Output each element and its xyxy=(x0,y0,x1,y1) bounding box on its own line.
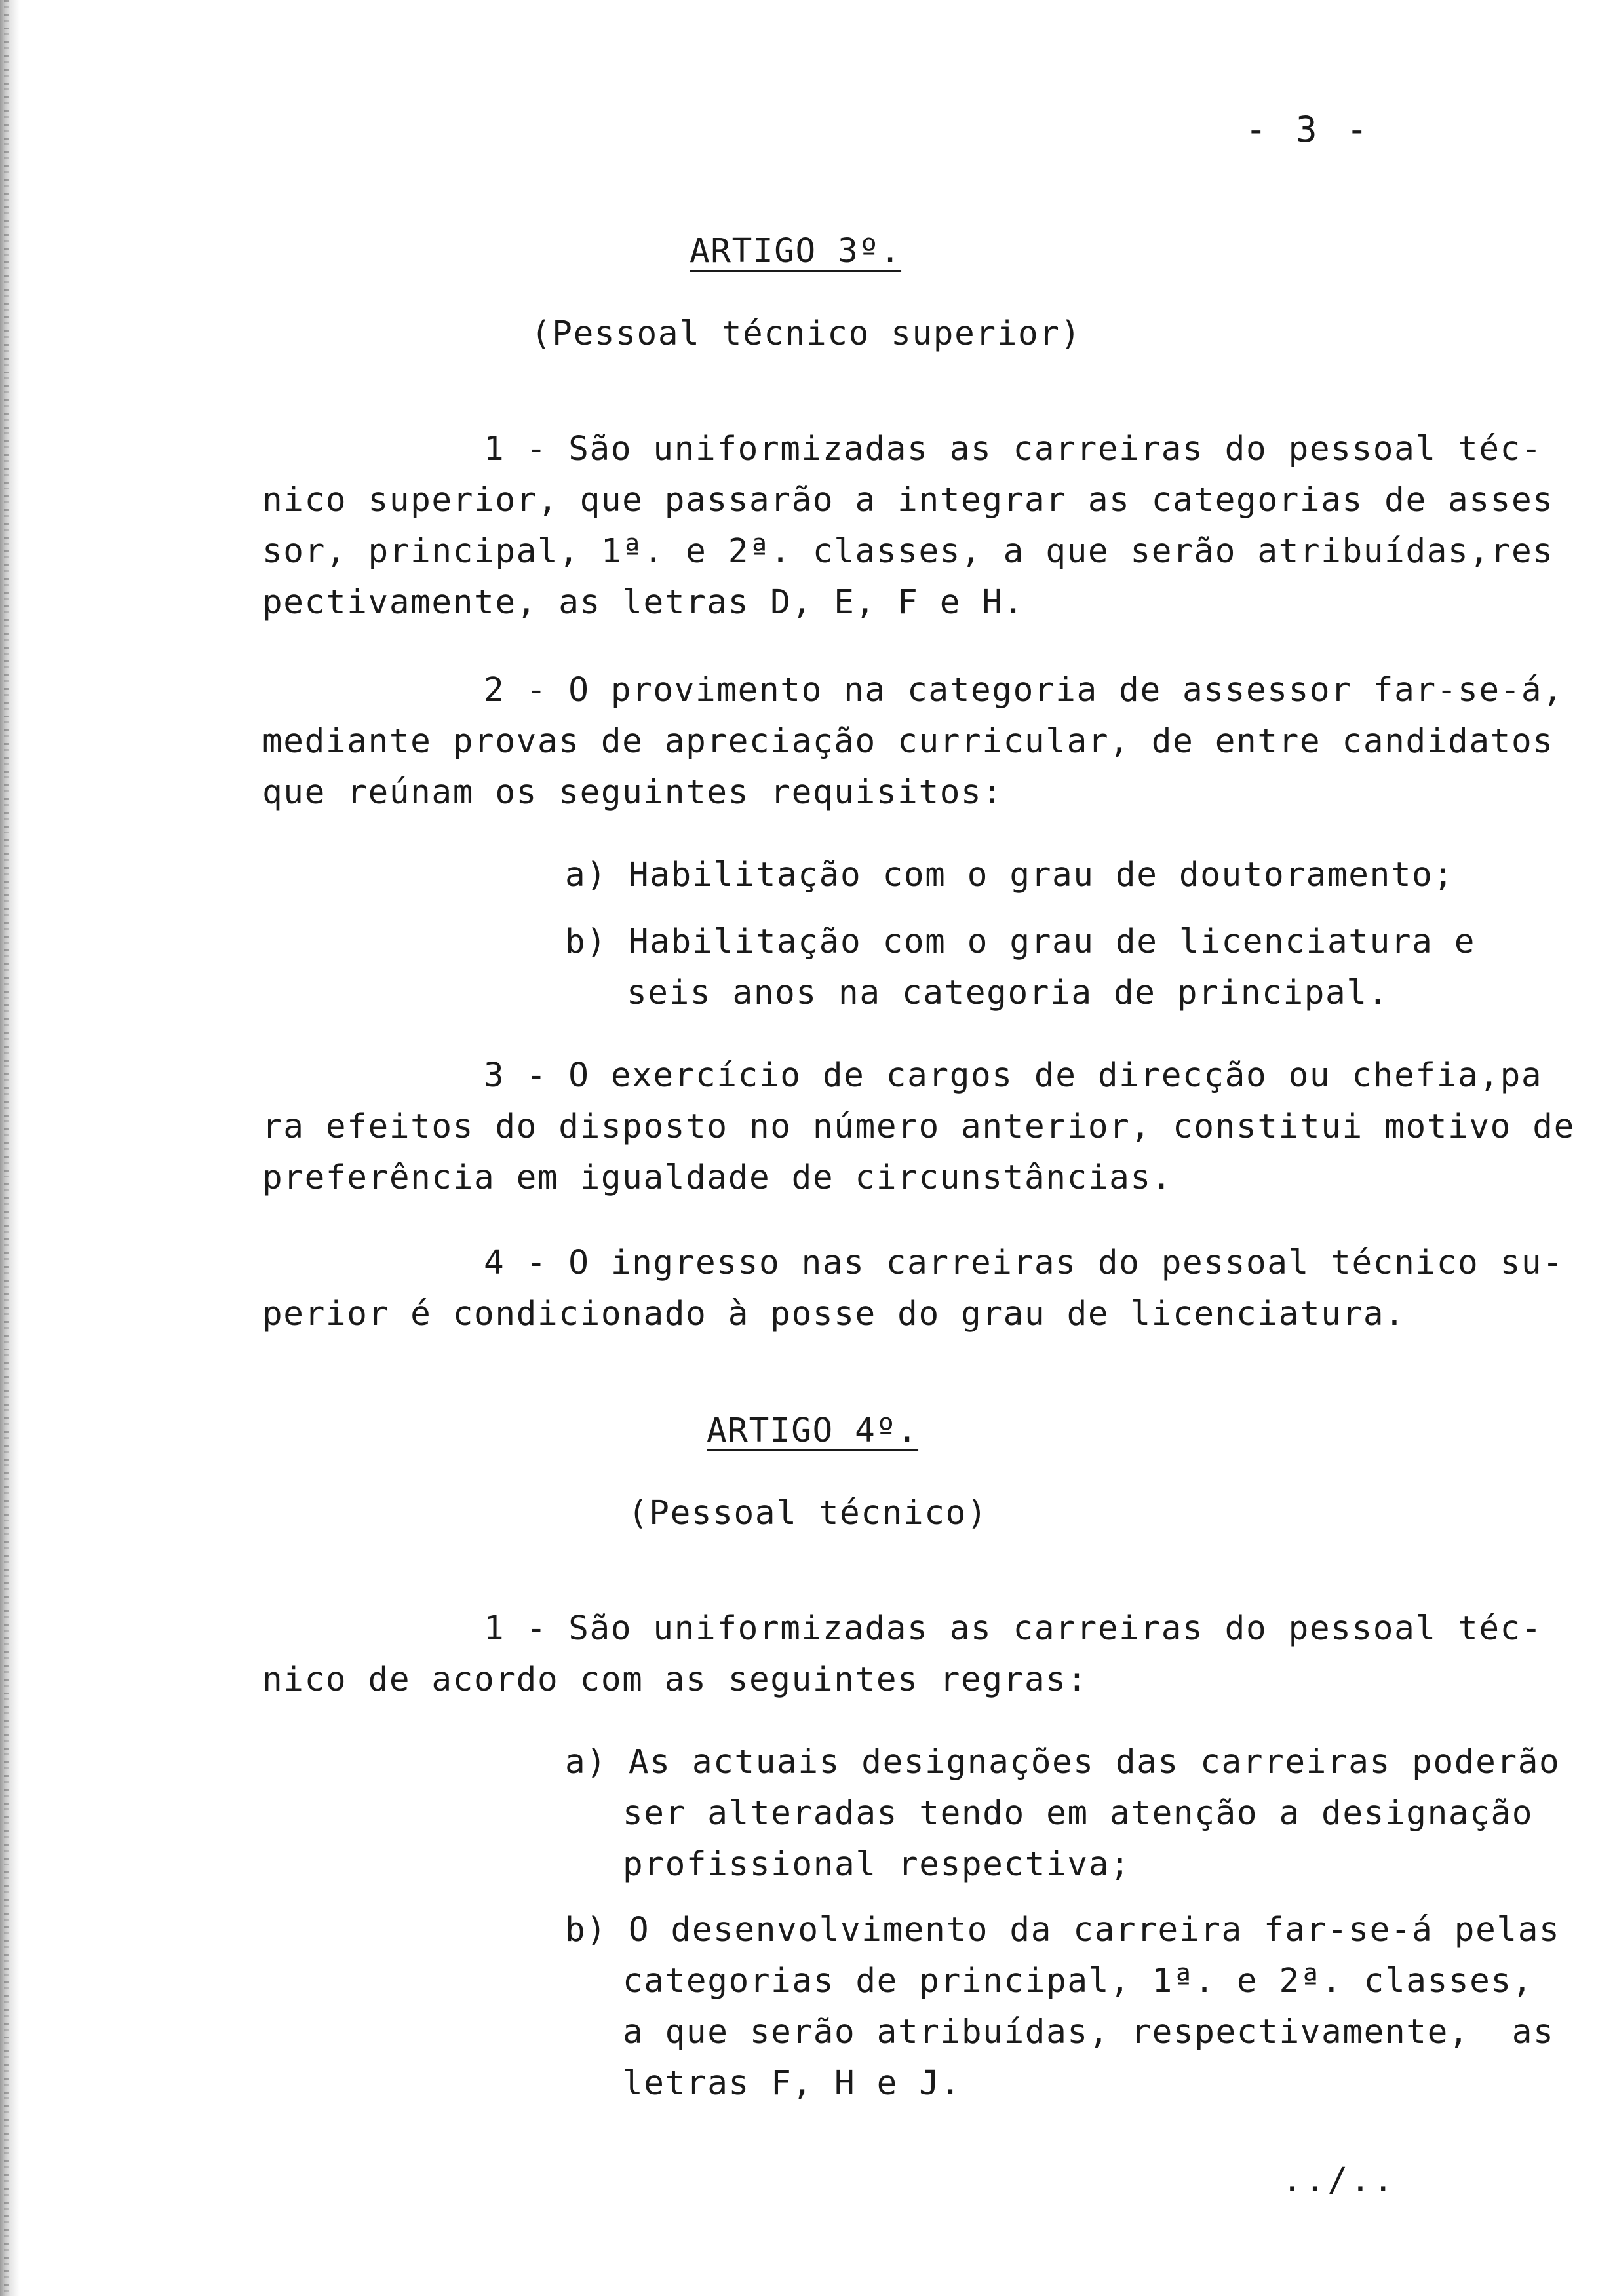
page-number: - 3 - xyxy=(1245,109,1372,150)
text-line: nico superior, que passarão a integrar as categorias de asses xyxy=(262,481,1554,520)
text-line: ra efeitos do disposto no número anterior, constitui motivo de xyxy=(262,1107,1575,1146)
text-line: b) Habilitação com o grau de licenciatura e xyxy=(565,923,1476,961)
text-line: preferência em igualdade de circunstâncias. xyxy=(262,1158,1173,1197)
text-line: 1 - São uniformizadas as carreiras do pessoal téc- xyxy=(484,430,1543,469)
article-3-subtitle: (Pessoal técnico superior) xyxy=(531,315,1081,353)
text-line: nico de acordo com as seguintes regras: xyxy=(262,1660,1088,1699)
text-line: profissional respectiva; xyxy=(623,1845,1131,1884)
text-line: 2 - O provimento na categoria de assessor far-se-á, xyxy=(484,671,1564,710)
text-line: 1 - São uniformizadas as carreiras do pessoal téc- xyxy=(484,1609,1543,1648)
text-line: categorias de principal, 1ª. e 2ª. classes, xyxy=(623,1962,1534,2000)
continuation-mark: ../.. xyxy=(1282,2161,1396,2200)
article-4-heading: ARTIGO 4º. xyxy=(707,1411,919,1450)
text-line: b) O desenvolvimento da carreira far-se-á pelas xyxy=(565,1911,1561,1949)
text-line: a) As actuais designações das carreiras poderão xyxy=(565,1743,1561,1782)
text-line: seis anos na categoria de principal. xyxy=(627,974,1389,1012)
text-line: 4 - O ingresso nas carreiras do pessoal técnico su- xyxy=(484,1244,1564,1282)
text-line: sor, principal, 1ª. e 2ª. classes, a que serão atribuídas,res xyxy=(262,532,1554,571)
scan-edge xyxy=(0,0,20,2296)
text-line: que reúnam os seguintes requisitos: xyxy=(262,773,1003,812)
text-line: pectivamente, as letras D, E, F e H. xyxy=(262,583,1024,622)
text-line: letras F, H e J. xyxy=(623,2064,962,2103)
text-line: 3 - O exercício de cargos de direcção ou chefia,pa xyxy=(484,1056,1543,1095)
article-3-item-a: a) Habilitação com o grau de doutoramento; xyxy=(565,856,1454,894)
text-line: ser alteradas tendo em atenção a designação xyxy=(623,1794,1534,1833)
article-4-subtitle: (Pessoal técnico) xyxy=(628,1494,988,1533)
article-3-heading: ARTIGO 3º. xyxy=(690,232,902,271)
text-line: mediante provas de apreciação curricular, de entre candidatos xyxy=(262,722,1554,761)
text-line: perior é condicionado à posse do grau de licenciatura. xyxy=(262,1295,1406,1333)
text-line: a que serão atribuídas, respectivamente, as xyxy=(623,2013,1555,2052)
